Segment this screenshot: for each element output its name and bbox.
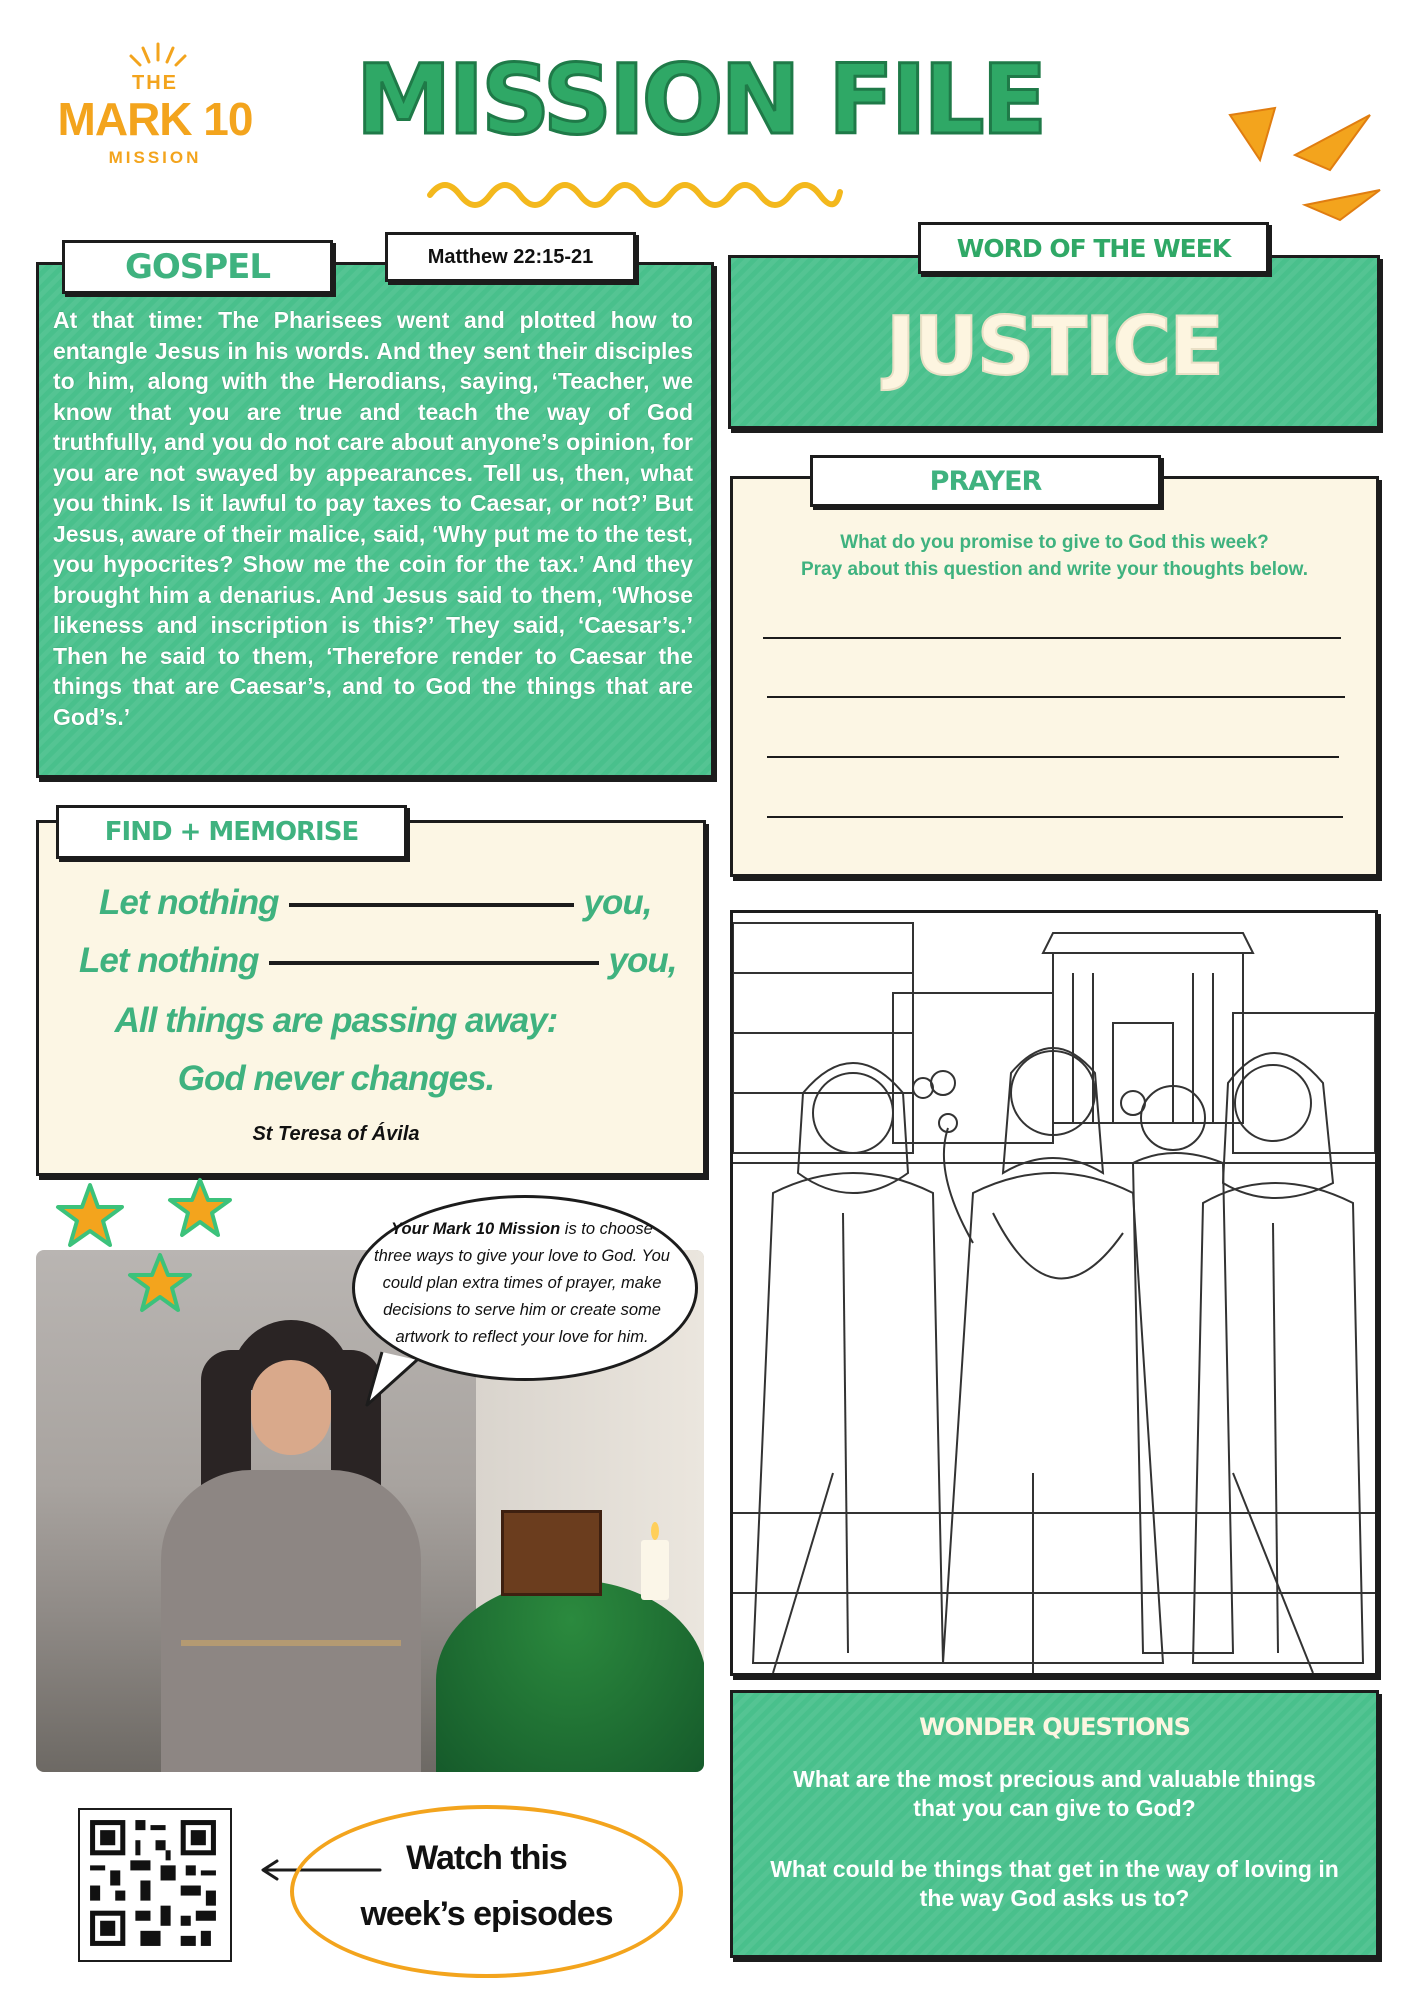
star-doodles-icon [50, 1175, 250, 1345]
prayer-question: What do you promise to give to God this week? [840, 532, 1269, 553]
gospel-tab: GOSPEL [62, 240, 333, 294]
memorise-line-1-start: Let nothing [99, 883, 279, 922]
writing-line[interactable] [767, 816, 1343, 818]
memorise-line-1-end: you, [583, 883, 652, 922]
memorise-line-2-end: you, [608, 941, 677, 980]
speech-bubble-tail [362, 1350, 432, 1410]
blank-line[interactable] [269, 961, 599, 965]
logo-the: THE [132, 72, 178, 94]
brand-logo [55, 40, 255, 180]
prayer-tab: PRAYER [810, 455, 1161, 507]
logo-sub: MISSION [108, 148, 202, 167]
writing-line[interactable] [767, 696, 1345, 698]
memorise-panel [36, 820, 706, 1176]
mission-text-rest: is to choose three ways to give your love to God. You could plan extra times of prayer, make decisions to serve him or create some artwork to reflect your love for him. [374, 1220, 670, 1346]
candle [641, 1540, 669, 1600]
prayer-instruction: Pray about this question and write your thoughts below. [800, 559, 1309, 580]
mission-text [372, 1216, 672, 1351]
green-table [436, 1580, 704, 1772]
watch-episodes-link[interactable] [290, 1805, 683, 1978]
watch-line-2: week’s episodes [360, 1895, 613, 1933]
writing-line[interactable] [763, 637, 1341, 639]
word-of-week-tab: WORD OF THE WEEK [918, 222, 1269, 274]
watch-line-1: Watch this [406, 1839, 567, 1877]
wonder-questions-panel [730, 1690, 1379, 1958]
word-of-week: JUSTICE [885, 300, 1223, 393]
page-title: MISSION FILE [355, 44, 1045, 156]
logo-main: MARK 10 [57, 93, 253, 145]
coloring-illustration-icon [733, 913, 1375, 1673]
gospel-text: At that time: The Pharisees went and plotted how to entangle Jesus in his words. And they sent their disciples to him, along with the Herodians, saying, ‘Teacher, we know that you are true and teach the way of God truthfully, and you do not care about anyone’s opinion, for you are not swayed by appearances. Tell us, then, what you think. Is it lawful to pay taxes to Caesar, or not?’ But Jesus, aware of their malice, said, ‘Why put me to the test, you hypocrites? Show me the coin for the tax.’ And they brought him a denarius. And Jesus said to them, ‘Whose likeness and inscription is this?’ They said, ‘Caesar’s.’ Then he said to them, ‘Therefore render to Caesar the things that are Caesar’s, and to God the things that are God’s.’ [53, 307, 693, 730]
treasure-box [501, 1510, 602, 1596]
gospel-panel [36, 262, 714, 778]
memorise-line-2 [79, 941, 676, 981]
qr-code-icon [80, 1810, 226, 1956]
memorise-line-4: God never changes. [177, 1059, 495, 1098]
squiggle-underline [425, 170, 845, 210]
writing-line[interactable] [767, 756, 1339, 758]
wonder-question-1: What are the most precious and valuable things that you can give to God? [793, 1766, 1316, 1821]
gospel-reference: Matthew 22:15-21 [385, 232, 636, 282]
blank-line[interactable] [289, 903, 574, 907]
wonder-question-2: What could be things that get in the way of loving in the way God asks us to? [770, 1856, 1339, 1911]
jesus-coin-illustration [730, 910, 1378, 1676]
qr-code[interactable] [78, 1808, 232, 1962]
mission-text-bold: Your Mark 10 Mission [391, 1220, 561, 1238]
wonder-questions-title: WONDER QUESTIONS [919, 1713, 1190, 1741]
sunburst-icon [123, 40, 193, 70]
memorise-attribution: St Teresa of Ávila [252, 1123, 420, 1145]
prayer-panel [730, 476, 1379, 877]
memorise-tab: FIND + MEMORISE [56, 805, 407, 859]
memorise-line-1 [99, 883, 651, 923]
word-of-week-panel [728, 255, 1380, 429]
triangle-doodles-icon [1220, 100, 1390, 240]
memorise-line-3: All things are passing away: [114, 1001, 558, 1040]
memorise-line-2-start: Let nothing [79, 941, 259, 980]
